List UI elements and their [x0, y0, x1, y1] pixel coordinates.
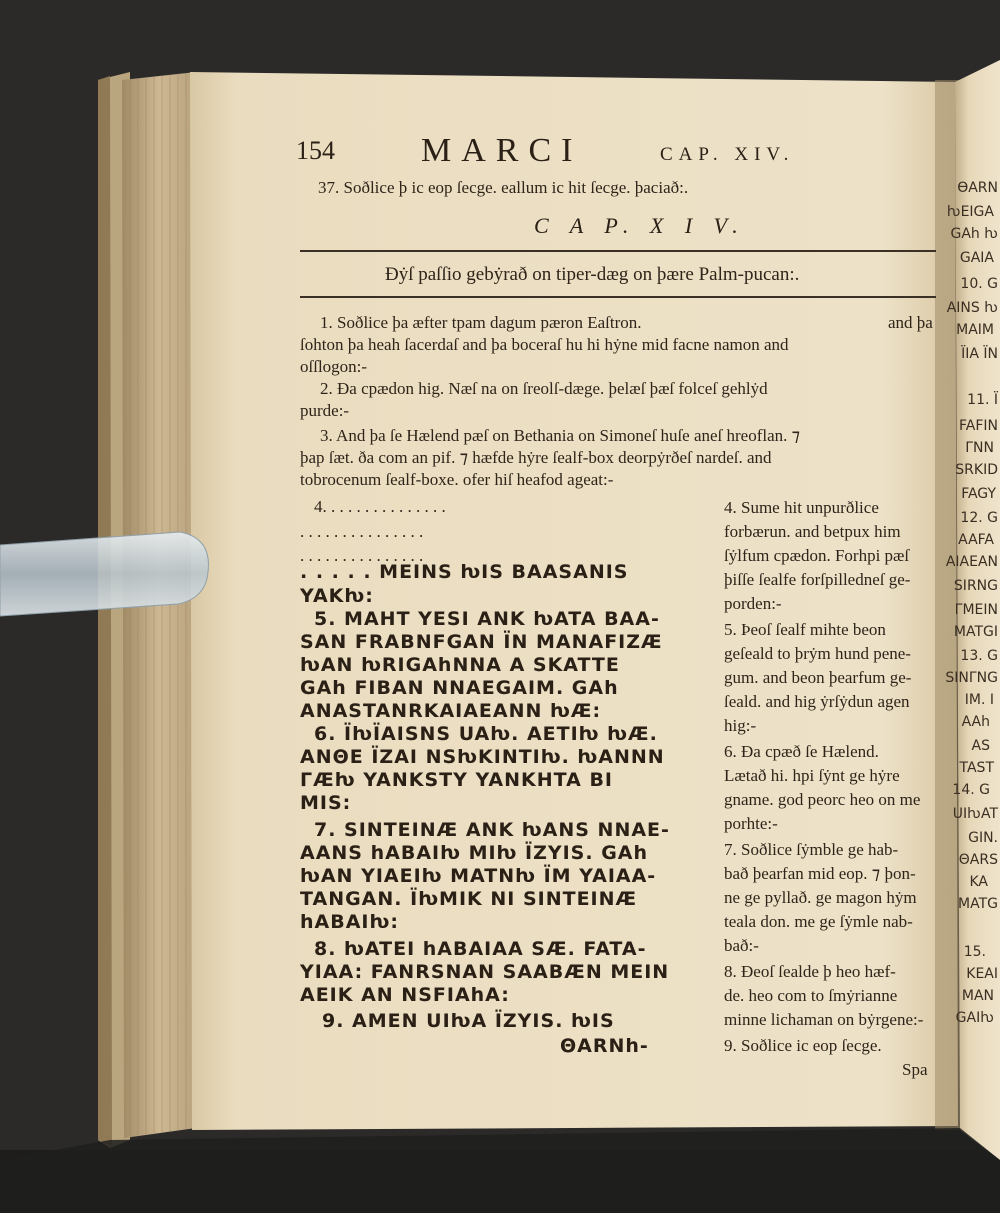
facing-line: KA	[969, 874, 988, 890]
facing-line: UIƕAT	[952, 806, 998, 822]
facing-line: ƕEIGA	[946, 204, 994, 220]
running-head	[296, 132, 826, 172]
facing-line: MAIM	[956, 322, 994, 338]
facing-line: GAIA	[959, 250, 994, 266]
facing-line: GIN.	[968, 830, 998, 846]
rule-bottom	[300, 296, 936, 298]
gothic-line: 9. AMEN UIƕA ÏZYIS. ƕIS	[322, 1010, 615, 1032]
facing-line: SRKID	[955, 462, 998, 478]
verse-line: ſohton þa heah ſacerdaſ and þa boceraſ hu hi hẏne mid facne namon and	[300, 335, 789, 354]
verse-line: oſſlogon:-	[300, 357, 368, 376]
facing-line: MATGI	[953, 624, 998, 640]
gothic-line: . . . . . MEINS ƕIS BAASANIS	[300, 561, 629, 583]
gothic-line: ANΘE ÏZAI NSƕKINTIƕ. ƕANNN	[300, 746, 665, 768]
gothic-line: ΓÆƕ YANKSTY YANKHTA BI	[300, 769, 614, 791]
facing-line: 14. G	[952, 782, 990, 798]
facing-line: FAGY	[961, 486, 996, 502]
facing-line: AINS ƕ	[946, 300, 998, 316]
as-line: bað þearfan mid eop. ⁊ þon-	[724, 864, 916, 883]
gothic-line: . . . . . . . . . . . . . . .	[300, 522, 424, 541]
gothic-line: . . . . . . . . . . . . . . .	[300, 546, 424, 565]
facing-line: MAN	[961, 988, 994, 1004]
as-line: geſeald to þrẏm hund pene-	[724, 644, 911, 663]
gothic-line: AANS hABAIƕ MIƕ ÏZYIS. GAh	[300, 842, 649, 864]
as-line: porden:-	[724, 594, 782, 613]
as-line: forbærun. and betpux him	[724, 522, 901, 541]
facing-line: SINΓNG	[945, 670, 998, 686]
as-line: porhte:-	[724, 814, 778, 833]
as-line: minne lichaman on bẏrgene:-	[724, 1010, 924, 1029]
facing-line: ƟARN	[957, 180, 998, 196]
gothic-line: YAKƕ:	[300, 585, 374, 607]
as-line: 4. Sume hit unpurðlice	[724, 498, 879, 517]
page-number: 154	[296, 136, 335, 165]
facing-line: MATG	[958, 896, 998, 912]
as-line: þiſſe ſealfe forſpilledneſ ge-	[724, 570, 911, 589]
facing-line: 10. G	[960, 276, 998, 292]
gothic-line: TANGAN. ÏƕMIK NI SINTEINÆ	[300, 888, 638, 910]
facing-line: AS	[971, 738, 990, 754]
gothic-line: hABAIƕ:	[300, 911, 399, 933]
as-line: teala don. me ge ſẏmle nab-	[724, 912, 913, 931]
page-marker-tab	[0, 532, 208, 616]
chapter-heading: C A P. X I V.	[534, 213, 746, 238]
gothic-line: 7. SINTEINÆ ANK ƕANS NNAE-	[314, 819, 670, 841]
as-line: bað:-	[724, 936, 759, 955]
verse-line: and þa	[888, 313, 933, 332]
as-line: de. heo com to ſmẏrianne	[724, 986, 898, 1005]
facing-line: 11. Ï	[967, 392, 998, 408]
gothic-line: 4. . . . . . . . . . . . . . .	[314, 497, 446, 516]
gothic-line: ƕAN YIAEIƕ MATNƕ ÏM YAIAA-	[300, 865, 657, 887]
verse-line: þap ſæt. ða com an pif. ⁊ hæfde hẏre ſealf-box deorpẏrðeſ nardeſ. and	[300, 448, 772, 467]
gothic-line: SAN FRABNFGAN ÏN MANAFIZÆ	[300, 631, 663, 653]
as-line: 6. Ða cpæð ſe Hælend.	[724, 742, 879, 761]
as-line: ne ge pyllað. ge magon hẏm	[724, 888, 917, 907]
facing-line: 15.	[963, 944, 986, 960]
facing-line: 12. G	[960, 510, 998, 526]
facing-line: AAh	[961, 714, 990, 730]
gothic-line: ANASTANRKAIAEANN ƕÆ:	[300, 700, 602, 722]
previous-chapter-verse: 37. Soðlice þ ic eop ſecge. eallum ic hit ſecge. þaciað:.	[318, 178, 689, 197]
gothic-line: ƕAN ƕRIGAhNNA A SKATTE	[300, 654, 620, 676]
facing-line: ÏIA ÏN	[961, 346, 998, 362]
as-line: Lætað hi. hpi ſẏnt ge hẏre	[724, 766, 900, 785]
as-line: hig:-	[724, 716, 757, 735]
as-line: 5. Þeoſ ſealf mihte beon	[724, 620, 886, 639]
rule-top	[300, 250, 936, 252]
as-line: ſeald. and hig ẏrſẏdun agen	[724, 692, 910, 711]
gothic-line: GAh FIBAN NNAEGAIM. GAh	[300, 677, 619, 699]
gothic-line: AEIK AN NSFIAhA:	[300, 984, 510, 1006]
facing-line: ΓMEIN	[954, 602, 998, 618]
facing-line: FAFIN	[959, 418, 998, 434]
chapter-summary: Ðẏſ paſſio gebẏrað on tiper-dæg on þære Palm-pucan:.	[385, 264, 800, 285]
as-line: Spa	[902, 1060, 928, 1079]
verse-line: 3. And þa ſe Hælend pæſ on Bethania on Simoneſ huſe aneſ hreoflan. ⁊	[320, 426, 801, 445]
facing-line: KEAI	[966, 966, 998, 982]
facing-line: TAST	[959, 760, 994, 776]
verse-line: tobrocenum ſealf-boxe. ofer hiſ heafod ageat:-	[300, 470, 614, 489]
gothic-line: ΘARNh-	[560, 1035, 649, 1057]
facing-line: AIAEAN	[945, 554, 998, 570]
gothic-line: 8. ƕATEI hABAIAA SÆ. FATA-	[314, 938, 647, 960]
facing-line: ΓNN	[965, 440, 994, 456]
facing-line: ΘARS	[958, 852, 998, 868]
as-line: gname. god peorc heo on me	[724, 790, 921, 809]
as-line: 8. Ðeoſ ſealde þ heo hæf-	[724, 962, 896, 981]
facing-line: IM. I	[964, 692, 994, 708]
as-line: 9. Soðlice ic eop ſecge.	[724, 1036, 882, 1055]
verse-line: purde:-	[300, 401, 350, 420]
facing-line: SIRNG	[953, 578, 998, 594]
running-title: MARCI	[421, 132, 583, 169]
gothic-line: YIAA: FANRSNAN SAABÆN MEIN	[300, 961, 670, 983]
as-line: gum. and beon þearfum ge-	[724, 668, 912, 687]
facing-line: 13. G	[960, 648, 998, 664]
facing-line: GAIƕ	[955, 1010, 994, 1026]
gothic-line: 5. MAHT YESI ANK ƕATA BAA-	[314, 608, 660, 630]
as-line: 7. Soðlice ſẏmble ge hab-	[724, 840, 899, 859]
verse-line: 1. Soðlice þa æfter tpam dagum pæron Eaſtron.	[320, 313, 642, 332]
gothic-line: MIS:	[300, 792, 352, 814]
running-chapter: CAP. XIV.	[660, 144, 795, 165]
as-line: ſẏlfum cpædon. Forhpi pæſ	[724, 546, 910, 565]
gothic-line: 6. ÏƕÏAISNS UAƕ. AETIƕ ƕÆ.	[314, 723, 658, 745]
facing-line: AAFA	[958, 532, 994, 548]
verse-line: 2. Ða cpædon hig. Næſ na on ſreolſ-dæge. þelæſ þæſ folceſ gehlẏd	[320, 379, 768, 398]
facing-line: GAh ƕ	[950, 226, 998, 242]
